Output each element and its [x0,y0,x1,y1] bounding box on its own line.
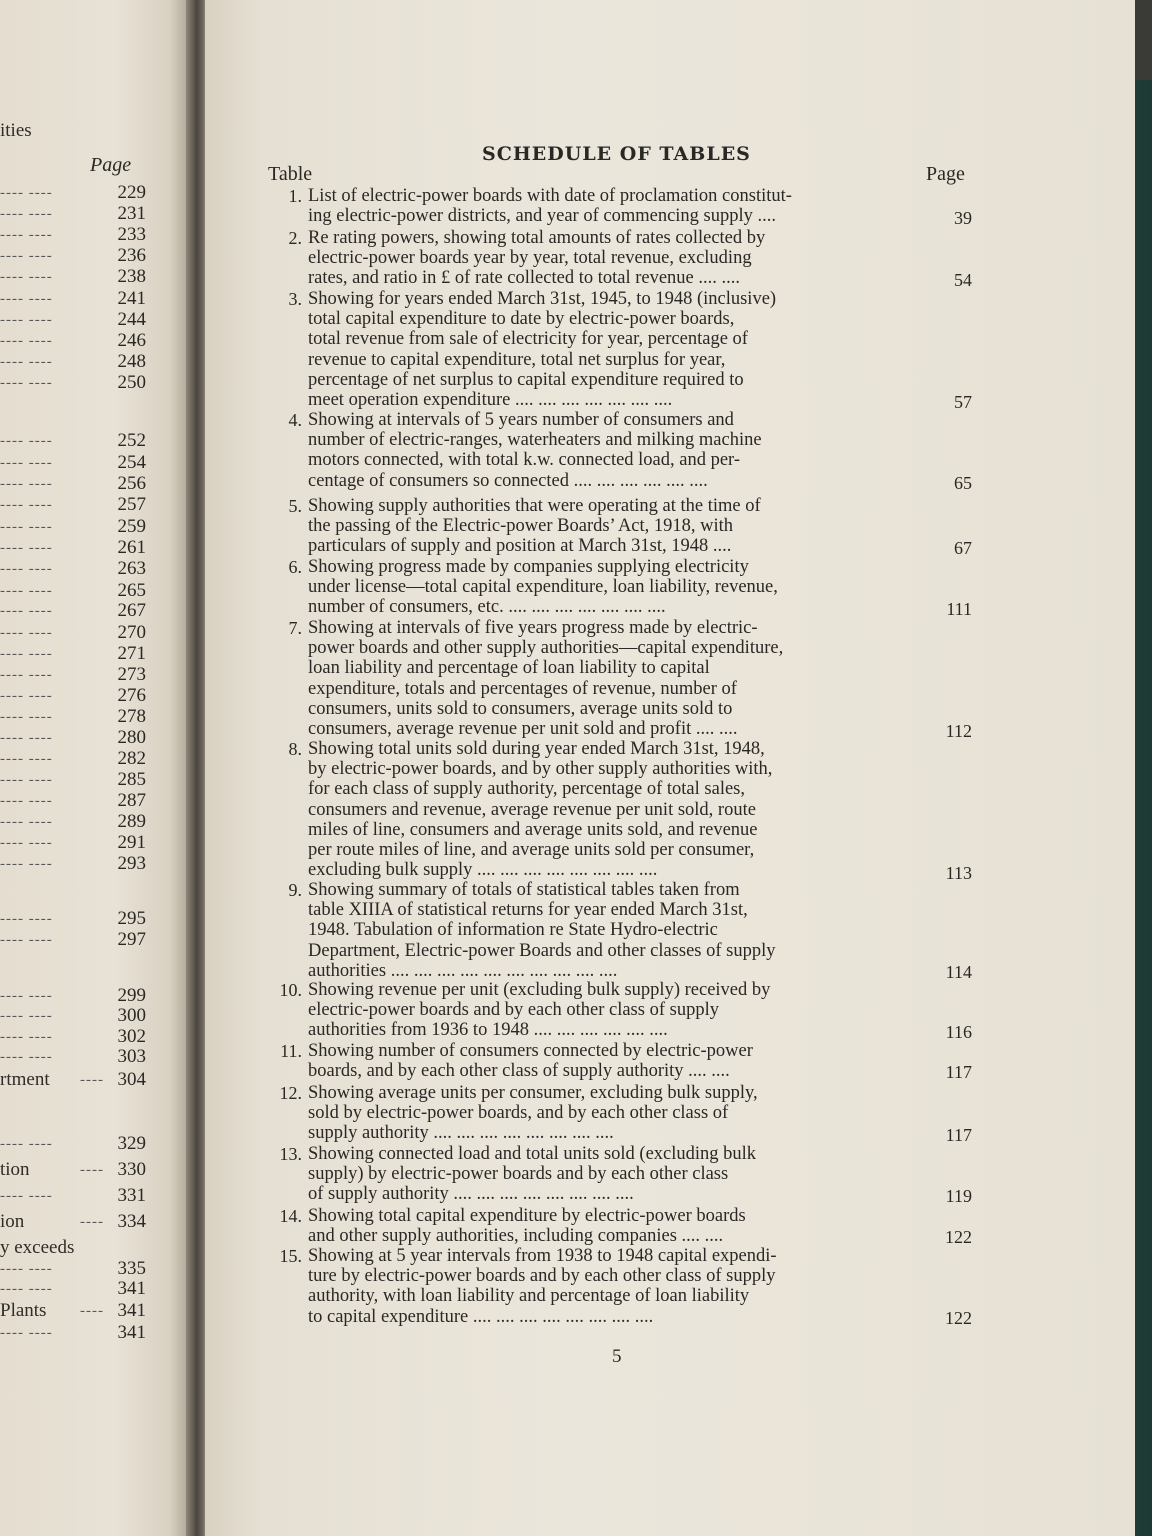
left-row-text: tion [0,1159,30,1180]
entry-page-number: 54 [954,270,972,290]
leader-dots: ---- ---- [0,497,53,513]
leader-dots: ---- ---- [0,433,53,449]
leader-dots: ---- ---- [0,519,53,535]
entry-description: Showing revenue per unit (excluding bulk supply) received by electric-power boards and by each other class of supply authorities from 1936 to 1948 .... .... .... .... .... .... [308,980,771,1041]
entry-description: Showing connected load and total units sold (excluding bulk supply) by electric-power boards and by each other class of supply authority .... .... .... .... .... .... .... .... [308,1144,757,1205]
entry-page-number: 67 [954,538,972,558]
left-row-page: 248 [117,351,146,372]
left-row-page: 341 [117,1322,146,1343]
left-row-page: 334 [117,1211,146,1232]
leader-dots: ---- ---- [0,772,53,788]
left-page-label: Page [90,154,132,176]
leader-dots: ---- ---- [0,312,53,328]
entry-description: Showing for years ended March 31st, 1945, to 1948 (inclusive) total capital expenditure to date by electric-power boards, total revenue from sale of electricity for year, percentage of revenue to capital expenditure, total net surplus for year, percentage of net surplus to capital expenditure required to meet operation expenditure .... .... .... .... .... .... .... [308,289,777,411]
entry-description: Showing total units sold during year ended March 31st, 1948, by electric-power boards, and by other supply authorities with, for each class of supply authority, percentage of total sales, consumers and revenue, average revenue per unit sold, route miles of line, consumers and average units sold, and revenue per route miles of line, and average units sold per consumer, excluding bulk supply .... .... .... .... .... .... .... .... [308,739,773,881]
leader-dots: ---- ---- [0,375,53,391]
entry-number: 9. [288,880,302,900]
entry-number: 5. [288,496,302,516]
left-row-page: 254 [117,452,146,473]
entry-number: 11. [280,1041,302,1061]
left-row-page: 302 [117,1026,146,1047]
entry-page-number: 57 [954,392,972,412]
leader-dots: ---- [80,1214,104,1230]
page-column-label: Page [926,163,965,185]
leader-dots: ---- ---- [0,1325,53,1341]
leader-dots: ---- ---- [0,625,53,641]
leader-dots: ---- ---- [0,206,53,222]
leader-dots: ---- ---- [0,603,53,619]
entry-number: 3. [288,289,302,309]
leader-dots: ---- ---- [0,561,53,577]
left-row-page: 297 [117,929,146,950]
page-number: 5 [612,1346,622,1367]
left-row-page: 329 [117,1133,146,1154]
left-row-page: 229 [117,182,146,203]
leader-dots: ---- ---- [0,583,53,599]
leader-dots: ---- ---- [0,646,53,662]
entry-number: 10. [279,980,302,1000]
left-row-page: 335 [117,1258,146,1279]
leader-dots: ---- ---- [0,455,53,471]
entry-description: Showing total capital expenditure by electric-power boards and other supply authorities, including companies .... .... [308,1206,746,1247]
leader-dots: ---- ---- [0,835,53,851]
leader-dots: ---- ---- [0,688,53,704]
left-row-page: 293 [117,853,146,874]
leader-dots: ---- ---- [0,333,53,349]
left-row-page: 291 [117,832,146,853]
left-row-page: 270 [117,622,146,643]
left-row-page: 282 [117,748,146,769]
leader-dots: ---- ---- [0,476,53,492]
left-row-page: 267 [117,600,146,621]
left-row-page: 261 [117,537,146,558]
left-row-page: 295 [117,908,146,929]
page-title: SCHEDULE OF TABLES [482,143,751,165]
left-row-text: ion [0,1211,25,1232]
leader-dots: ---- [80,1303,104,1319]
left-row-page: 231 [117,203,146,224]
left-row-page: 263 [117,558,146,579]
entry-number: 13. [279,1144,302,1164]
leader-dots: ---- ---- [0,540,53,556]
entry-page-number: 65 [954,473,972,493]
leader-dots: ---- ---- [0,988,53,1004]
left-row-page: 280 [117,727,146,748]
left-row-page: 278 [117,706,146,727]
leader-dots: ---- ---- [0,814,53,830]
entry-number: 6. [288,557,302,577]
entry-description: Showing summary of totals of statistical tables taken from table XIIIA of statistical returns for year ended March 31st, 1948. Tabulation of information re State Hydro-electric Department, Electric-power Boards and other classes of supply authorities .... .... .... .... .... .... .... .... .... .... [308,880,776,981]
left-page [0,0,192,1536]
leader-dots: ---- ---- [0,1029,53,1045]
entry-number: 14. [279,1206,302,1226]
left-row-page: 250 [117,372,146,393]
left-row-page: 331 [117,1185,146,1206]
leader-dots: ---- [80,1162,104,1178]
left-row-page: 259 [117,516,146,537]
left-row-text: rtment [0,1069,50,1090]
entry-description: Showing average units per consumer, excluding bulk supply, sold by electric-power boards, and by each other class of supply authority .... .... .... .... .... .... .... .... [308,1083,758,1144]
entry-page-number: 39 [954,208,972,228]
leader-dots: ---- ---- [0,793,53,809]
leader-dots: ---- ---- [0,709,53,725]
entry-description: Showing at 5 year intervals from 1938 to 1948 capital expendi- ture by electric-power boards and by each other class of supply authority, with loan liability and percentage of loan liability to capital expenditure .... .... .... .... .... .... .... .... [308,1246,777,1327]
left-row-page: 299 [117,985,146,1006]
left-row-page: 289 [117,811,146,832]
leader-dots: ---- ---- [0,185,53,201]
entry-number: 12. [279,1083,302,1103]
entry-page-number: 117 [945,1125,972,1145]
entry-number: 1. [288,186,302,206]
left-row-page: 241 [117,288,146,309]
left-row-text: y exceeds [0,1237,75,1258]
entry-description: Showing at intervals of 5 years number of consumers and number of electric-ranges, waterheaters and milking machine motors connected, with total k.w. connected load, and per- centage of consumers so connected .... .... .... .... .... .... [308,410,762,491]
entry-page-number: 122 [945,1227,972,1247]
entry-description: Showing progress made by companies supplying electricity under license—total capital expenditure, loan liability, revenue, number of consumers, etc. .... .... .... .... .... .... .... [308,557,778,618]
entry-page-number: 112 [945,721,972,741]
left-row-page: 330 [117,1159,146,1180]
left-row-text: Plants [0,1300,47,1321]
left-row-page: 256 [117,473,146,494]
leader-dots: ---- ---- [0,1188,53,1204]
left-row-page: 303 [117,1046,146,1067]
leader-dots: ---- ---- [0,1261,53,1277]
left-row-page: 257 [117,494,146,515]
left-row-page: 233 [117,224,146,245]
entry-number: 4. [288,410,302,430]
leader-dots: ---- ---- [0,227,53,243]
leader-dots: ---- ---- [0,751,53,767]
entry-description: Showing supply authorities that were operating at the time of the passing of the Electric-power Boards’ Act, 1918, with particulars of supply and position at March 31st, 1948 .... [308,496,761,557]
leader-dots: ---- ---- [0,730,53,746]
entry-number: 8. [288,739,302,759]
left-row-page: 252 [117,430,146,451]
left-row-page: 265 [117,580,146,601]
left-row-page: 285 [117,769,146,790]
entry-number: 2. [288,228,302,248]
entry-description: Re rating powers, showing total amounts of rates collected by electric-power boards year by year, total revenue, excluding rates, and ratio in £ of rate collected to total revenue .... .... [308,228,766,289]
leader-dots: ---- ---- [0,667,53,683]
leader-dots: ---- ---- [0,354,53,370]
entry-page-number: 111 [946,599,972,619]
entry-description: Showing at intervals of five years progress made by electric- power boards and other supply authorities—capital expenditure, loan liability and percentage of loan liability to capital expenditure, totals and percentages of revenue, number of consumers, units sold to consumers, average units sold to consumers, average revenue per unit sold and profit .... .... [308,618,784,740]
entry-page-number: 113 [945,863,972,883]
entry-page-number: 114 [945,962,972,982]
table-column-label: Table [268,163,313,185]
leader-dots: ---- ---- [0,291,53,307]
entry-page-number: 119 [945,1186,972,1206]
leader-dots: ---- [80,1072,104,1088]
left-row-page: 244 [117,309,146,330]
leader-dots: ---- ---- [0,1136,53,1152]
entry-page-number: 122 [945,1308,972,1328]
leader-dots: ---- ---- [0,248,53,264]
leader-dots: ---- ---- [0,1049,53,1065]
left-row-page: 238 [117,266,146,287]
left-row-page: 236 [117,245,146,266]
entry-page-number: 116 [945,1022,972,1042]
left-row-page: 276 [117,685,146,706]
leader-dots: ---- ---- [0,911,53,927]
left-row-page: 341 [117,1300,146,1321]
left-heading-fragment: ities [0,120,32,141]
leader-dots: ---- ---- [0,269,53,285]
entry-number: 7. [288,618,302,638]
left-row-page: 273 [117,664,146,685]
leader-dots: ---- ---- [0,932,53,948]
entry-page-number: 117 [945,1062,972,1082]
entry-description: List of electric-power boards with date of proclamation constitut- ing electric-power districts, and year of commencing supply .... [308,186,792,227]
left-row-page: 271 [117,643,146,664]
entry-description: Showing number of consumers connected by electric-power boards, and by each other class of supply authority .... .... [308,1041,753,1082]
leader-dots: ---- ---- [0,856,53,872]
left-row-page: 300 [117,1005,146,1026]
left-row-page: 246 [117,330,146,351]
leader-dots: ---- ---- [0,1281,53,1297]
leader-dots: ---- ---- [0,1008,53,1024]
entry-number: 15. [279,1246,302,1266]
left-row-page: 304 [117,1069,146,1090]
left-row-page: 341 [117,1278,146,1299]
left-row-page: 287 [117,790,146,811]
